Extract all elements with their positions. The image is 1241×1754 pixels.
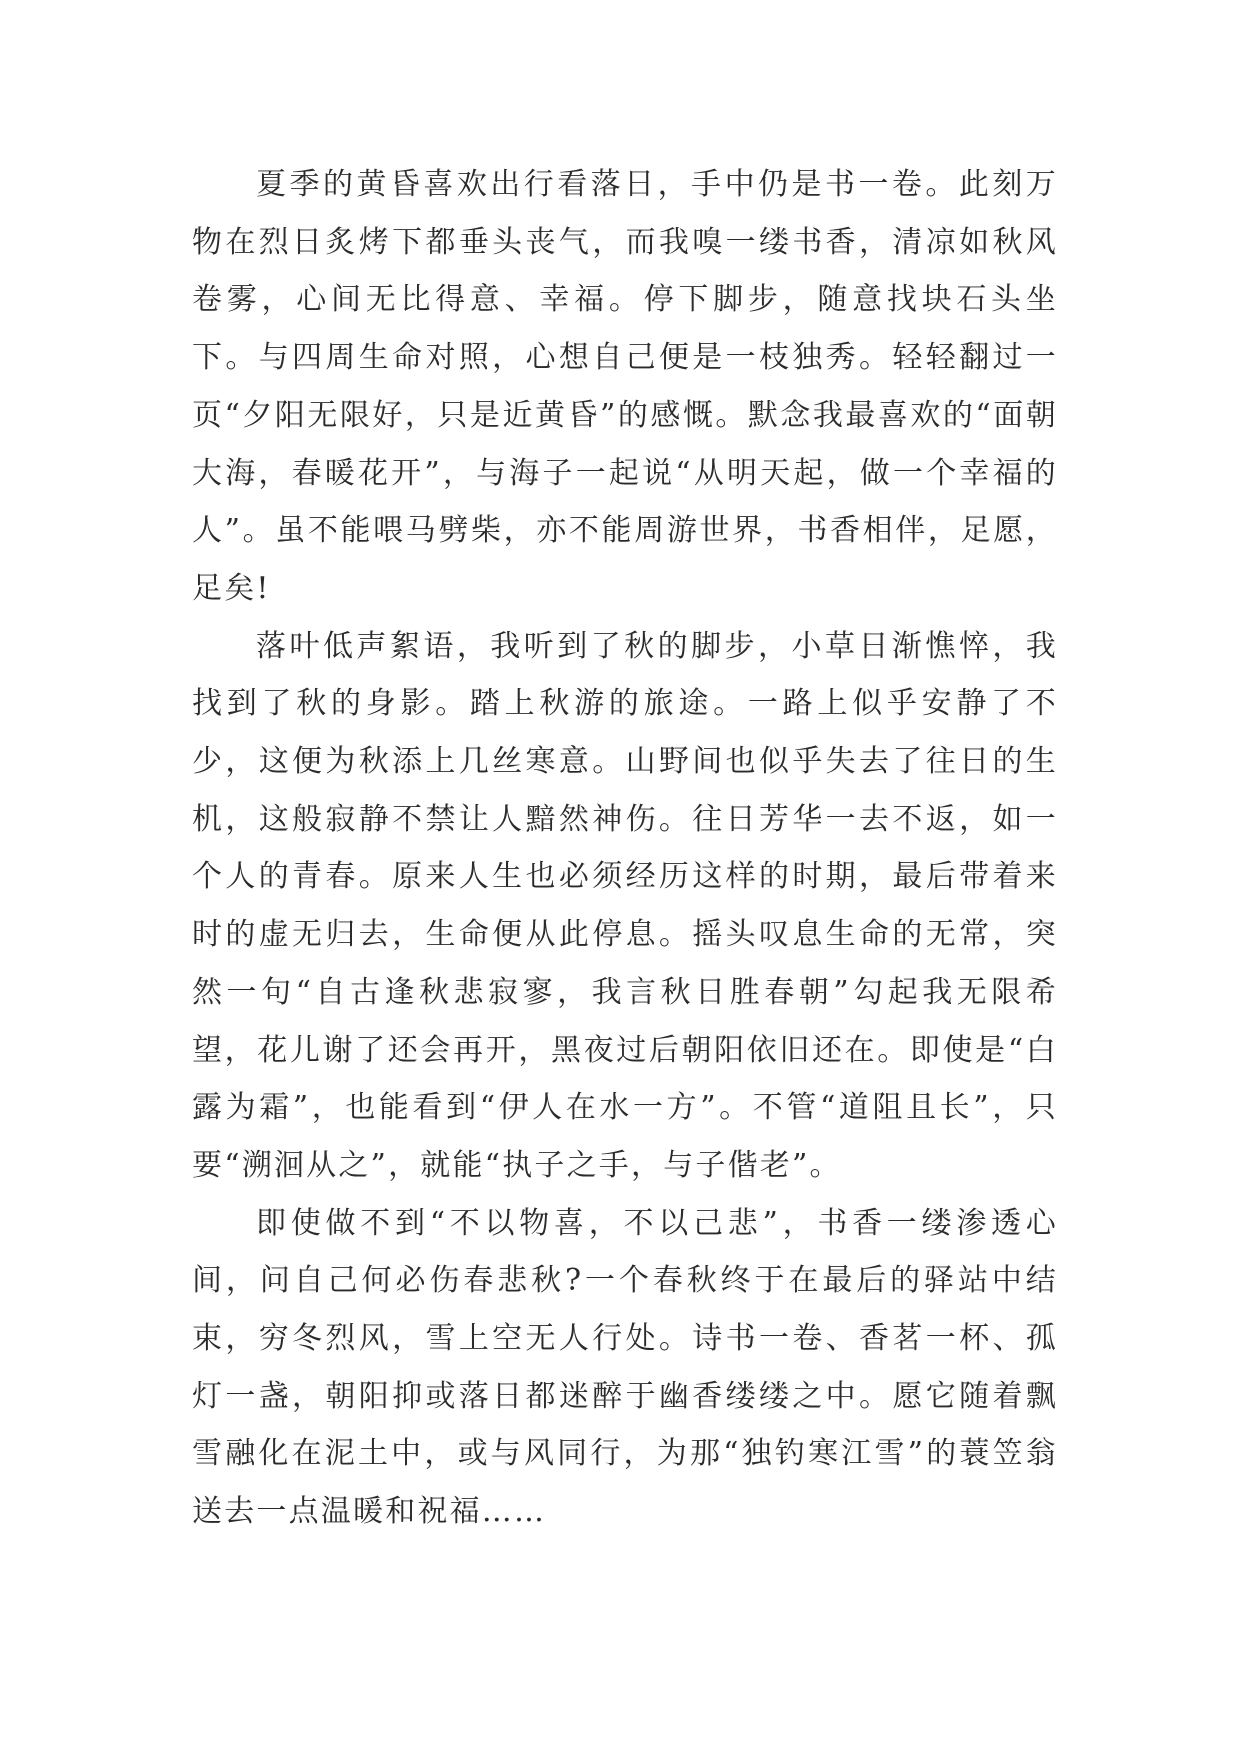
paragraph-autumn: 落叶低声絮语，我听到了秋的脚步，小草日渐憔悴，我找到了秋的身影。踏上秋游的旅途。一路上似乎安静了不少，这便为秋添上几丝寒意。山野间也似乎失去了往日的生机，这般寂静不禁让人黯然神伤。往日芳华一去不返，如一个人的青春。原来人生也必须经历这样的时期，最后带着来时的虚无归去，生命便从此停息。摇头叹息生命的无常，突然一句“自古逢秋悲寂寥，我言秋日胜春朝”勾起我无限希望，花儿谢了还会再开，黑夜过后朝阳依旧还在。即使是“白露为霜”，也能看到“伊人在水一方”。不管“道阻且长”，只要“溯洄从之”，就能“执子之手，与子偕老”。 [192,628,1058,1183]
paragraph-winter: 即使做不到“不以物喜，不以己悲”，书香一缕渗透心间，问自己何必伤春悲秋?一个春秋终于在最后的驿站中结束，穷冬烈风，雪上空无人行处。诗书一卷、香茗一杯、孤灯一盏，朝阳抑或落日都迷醉于幽香缕缕之中。愿它随着飘雪融化在泥土中，或与风同行，为那“独钓寒江雪”的蓑笠翁送去一点温暖和祝福…… [192,1205,1058,1530]
paragraph-summer: 夏季的黄昏喜欢出行看落日，手中仍是书一卷。此刻万物在烈日炙烤下都垂头丧气，而我嗅一缕书香，清凉如秋风卷雾，心间无比得意、幸福。停下脚步，随意找块石头坐下。与四周生命对照，心想自己便是一枝独秀。轻轻翻过一页“夕阳无限好，只是近黄昏”的感慨。默念我最喜欢的“面朝大海，春暖花开”，与海子一起说“从明天起，做一个幸福的人”。虽不能喂马劈柴，亦不能周游世界，书香相伴，足愿，足矣! [192,167,1058,606]
document-body [192,156,1058,1541]
